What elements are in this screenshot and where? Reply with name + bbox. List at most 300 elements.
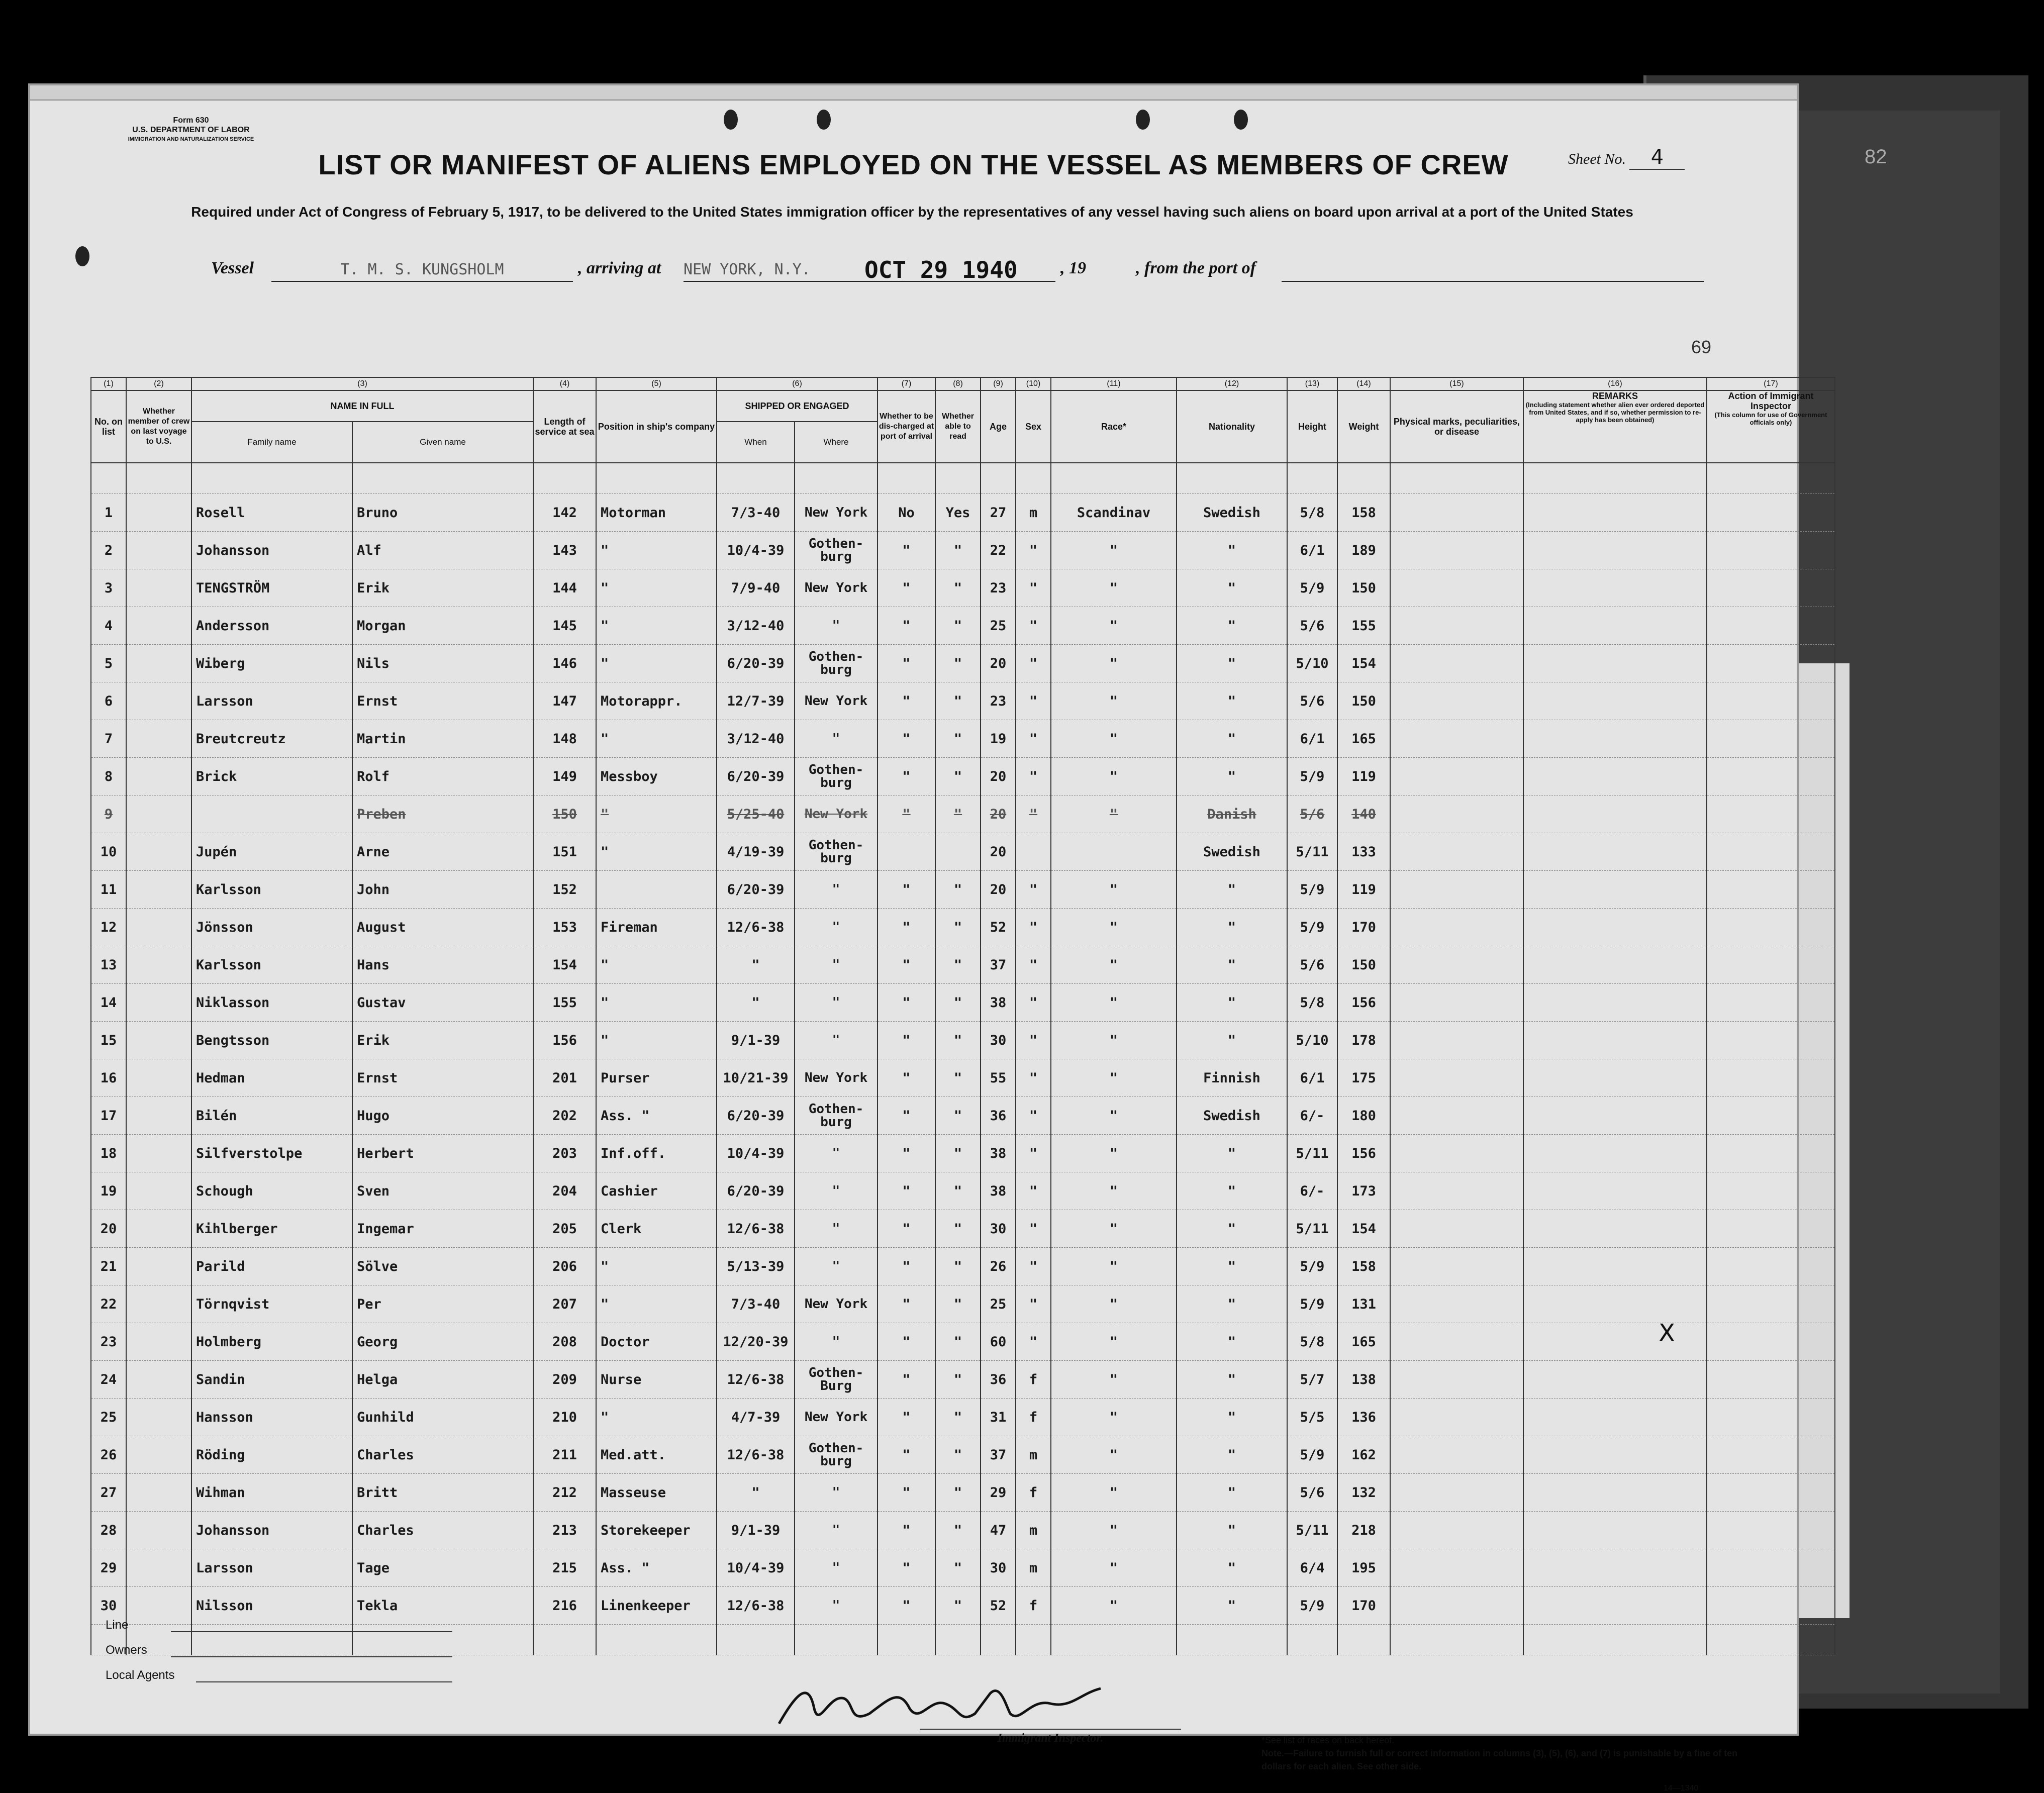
row-when: 10/21-39: [717, 1059, 795, 1097]
row-nationality: ": [1177, 1587, 1287, 1625]
row-action: [1707, 833, 1835, 871]
row-race: ": [1051, 1172, 1177, 1210]
header-height: Height: [1287, 390, 1337, 463]
row-age: 20: [981, 758, 1016, 795]
row-given-name: Britt: [352, 1474, 533, 1512]
row-physical: [1390, 1436, 1523, 1474]
row-remarks: [1523, 720, 1707, 758]
row-discharged: ": [878, 984, 935, 1022]
row-position: Messboy: [596, 758, 717, 795]
row-weight: 189: [1337, 532, 1390, 569]
row-able-read: ": [935, 1059, 981, 1097]
row-position: Ass. ": [596, 1097, 717, 1135]
row-age: 60: [981, 1323, 1016, 1361]
row-family-name: Larsson: [191, 682, 352, 720]
row-physical: [1390, 569, 1523, 607]
row-weight: 195: [1337, 1549, 1390, 1587]
from-port-label: , from the port of: [1136, 259, 1256, 277]
row-where: New York: [795, 795, 878, 833]
row-nationality: ": [1177, 682, 1287, 720]
year-label: , 19: [1060, 259, 1086, 277]
row-family-name: Karlsson: [191, 946, 352, 984]
row-no: 30: [91, 1587, 126, 1625]
row-nationality: ": [1177, 909, 1287, 946]
row-given-name: Ernst: [352, 1059, 533, 1097]
row-race: ": [1051, 1436, 1177, 1474]
row-discharged: ": [878, 1285, 935, 1323]
row-member: [126, 494, 191, 532]
row-where: ": [795, 1248, 878, 1285]
row-able-read: ": [935, 795, 981, 833]
row-when: 12/6-38: [717, 909, 795, 946]
row-action: [1707, 946, 1835, 984]
row-sex: ": [1016, 1285, 1051, 1323]
row-no: 26: [91, 1436, 126, 1474]
row-sex: ": [1016, 1172, 1051, 1210]
row-given-name: Morgan: [352, 607, 533, 645]
row-member: [126, 909, 191, 946]
row-physical: [1390, 909, 1523, 946]
remarks-title: REMARKS: [1592, 391, 1638, 401]
row-when: 6/20-39: [717, 645, 795, 682]
row-remarks: [1523, 1436, 1707, 1474]
row-when: 9/1-39: [717, 1512, 795, 1549]
row-position: [596, 871, 717, 909]
row-race: ": [1051, 946, 1177, 984]
row-family-name: Johansson: [191, 1512, 352, 1549]
row-able-read: ": [935, 946, 981, 984]
row-length-service: 145: [533, 607, 596, 645]
row-physical: [1390, 1248, 1523, 1285]
row-age: 47: [981, 1512, 1016, 1549]
row-weight: 150: [1337, 682, 1390, 720]
row-action: [1707, 871, 1835, 909]
row-position: Doctor: [596, 1323, 717, 1361]
row-age: 37: [981, 1436, 1016, 1474]
service-name: IMMIGRATION AND NATURALIZATION SERVICE: [128, 136, 254, 142]
row-where: ": [795, 1587, 878, 1625]
row-member: [126, 1248, 191, 1285]
inspector-label: Immigrant Inspector.: [920, 1729, 1181, 1745]
row-able-read: ": [935, 569, 981, 607]
row-age: 19: [981, 720, 1016, 758]
row-height: 5/8: [1287, 1323, 1337, 1361]
row-height: 5/6: [1287, 607, 1337, 645]
row-able-read: ": [935, 758, 981, 795]
row-when: 10/4-39: [717, 1549, 795, 1587]
row-remarks: [1523, 984, 1707, 1022]
row-age: 55: [981, 1059, 1016, 1097]
row-physical: [1390, 758, 1523, 795]
row-sex: ": [1016, 1097, 1051, 1135]
row-position: ": [596, 532, 717, 569]
row-length-service: 205: [533, 1210, 596, 1248]
row-length-service: 151: [533, 833, 596, 871]
row-when: 12/6-38: [717, 1587, 795, 1625]
header-discharged: Whether to be dis-charged at port of arrival: [878, 390, 935, 463]
row-member: [126, 1210, 191, 1248]
row-member: [126, 607, 191, 645]
row-discharged: ": [878, 1059, 935, 1097]
row-where: Gothen-burg: [795, 1436, 878, 1474]
row-discharged: ": [878, 1210, 935, 1248]
row-member: [126, 682, 191, 720]
row-position: Nurse: [596, 1361, 717, 1399]
row-age: 20: [981, 645, 1016, 682]
row-able-read: ": [935, 1587, 981, 1625]
row-when: 7/3-40: [717, 494, 795, 532]
row-action: [1707, 532, 1835, 569]
row-nationality: Swedish: [1177, 1097, 1287, 1135]
row-race: ": [1051, 1210, 1177, 1248]
row-physical: [1390, 1323, 1523, 1361]
row-sex: ": [1016, 795, 1051, 833]
row-height: 5/10: [1287, 645, 1337, 682]
row-able-read: ": [935, 1512, 981, 1549]
row-position: ": [596, 645, 717, 682]
row-discharged: ": [878, 532, 935, 569]
row-race: ": [1051, 1323, 1177, 1361]
row-where: ": [795, 946, 878, 984]
row-family-name: Nilsson: [191, 1587, 352, 1625]
row-length-service: 211: [533, 1436, 596, 1474]
table-row: [91, 1172, 1835, 1210]
row-position: Storekeeper: [596, 1512, 717, 1549]
row-able-read: ": [935, 720, 981, 758]
row-age: 20: [981, 833, 1016, 871]
row-sex: ": [1016, 946, 1051, 984]
row-able-read: ": [935, 645, 981, 682]
row-when: 12/6-38: [717, 1210, 795, 1248]
row-remarks: [1523, 1399, 1707, 1436]
col-num-13: (13): [1287, 377, 1337, 390]
row-no: 24: [91, 1361, 126, 1399]
row-where: New York: [795, 682, 878, 720]
row-family-name: Brick: [191, 758, 352, 795]
row-weight: 133: [1337, 833, 1390, 871]
row-height: 6/1: [1287, 532, 1337, 569]
col-num-10: (10): [1016, 377, 1051, 390]
table-row: [91, 1512, 1835, 1549]
row-family-name: Niklasson: [191, 984, 352, 1022]
row-discharged: ": [878, 1135, 935, 1172]
row-length-service: 208: [533, 1323, 596, 1361]
row-action: [1707, 494, 1835, 532]
row-length-service: 206: [533, 1248, 596, 1285]
row-family-name: TENGSTRÖM: [191, 569, 352, 607]
row-length-service: 156: [533, 1022, 596, 1059]
row-nationality: ": [1177, 1474, 1287, 1512]
footer-notes: [1261, 1734, 1764, 1773]
row-member: [126, 758, 191, 795]
row-member: [126, 1097, 191, 1135]
action-title: Action of Immigrant Inspector: [1728, 391, 1814, 411]
row-physical: [1390, 833, 1523, 871]
row-member: [126, 1059, 191, 1097]
row-nationality: ": [1177, 720, 1287, 758]
row-given-name: Sölve: [352, 1248, 533, 1285]
row-remarks: [1523, 1474, 1707, 1512]
row-physical: [1390, 494, 1523, 532]
line-label: Line: [106, 1618, 129, 1632]
row-length-service: 143: [533, 532, 596, 569]
row-weight: 162: [1337, 1436, 1390, 1474]
local-agents-rule: [196, 1680, 452, 1682]
row-able-read: ": [935, 984, 981, 1022]
col-num-12: (12): [1177, 377, 1287, 390]
row-where: ": [795, 1323, 878, 1361]
row-age: 38: [981, 1172, 1016, 1210]
row-sex: m: [1016, 1436, 1051, 1474]
page-title: LIST OR MANIFEST OF ALIENS EMPLOYED ON THE VESSEL AS MEMBERS OF CREW: [318, 149, 1509, 180]
row-age: 30: [981, 1549, 1016, 1587]
page-number: 82: [1865, 146, 1887, 168]
row-age: 38: [981, 1135, 1016, 1172]
row-action: [1707, 795, 1835, 833]
row-position: Motorappr.: [596, 682, 717, 720]
table-row: [91, 758, 1835, 795]
row-member: [126, 984, 191, 1022]
department-name: U.S. DEPARTMENT OF LABOR: [132, 126, 250, 134]
table-row: [91, 909, 1835, 946]
row-family-name: Schough: [191, 1172, 352, 1210]
row-when: 4/7-39: [717, 1399, 795, 1436]
row-nationality: ": [1177, 1285, 1287, 1323]
row-age: 31: [981, 1399, 1016, 1436]
row-given-name: Erik: [352, 569, 533, 607]
row-when: 10/4-39: [717, 532, 795, 569]
row-when: 9/1-39: [717, 1022, 795, 1059]
row-weight: 138: [1337, 1361, 1390, 1399]
header-sex: Sex: [1016, 390, 1051, 463]
row-remarks: [1523, 1323, 1707, 1361]
row-family-name: Wihman: [191, 1474, 352, 1512]
row-remarks: [1523, 1059, 1707, 1097]
row-physical: [1390, 645, 1523, 682]
row-physical: [1390, 607, 1523, 645]
table-row: [91, 1361, 1835, 1399]
row-given-name: Gunhild: [352, 1399, 533, 1436]
row-when: 5/25-40: [717, 795, 795, 833]
row-action: [1707, 1097, 1835, 1135]
row-weight: 131: [1337, 1285, 1390, 1323]
row-able-read: ": [935, 1172, 981, 1210]
row-age: 37: [981, 946, 1016, 984]
row-no: 10: [91, 833, 126, 871]
arriving-label: , arriving at: [578, 259, 661, 277]
row-given-name: Georg: [352, 1323, 533, 1361]
row-nationality: ": [1177, 1210, 1287, 1248]
row-able-read: ": [935, 1097, 981, 1135]
row-sex: m: [1016, 494, 1051, 532]
row-family-name: Wiberg: [191, 645, 352, 682]
row-action: [1707, 1549, 1835, 1587]
row-action: [1707, 758, 1835, 795]
row-height: 5/9: [1287, 569, 1337, 607]
row-when: ": [717, 946, 795, 984]
row-remarks: [1523, 569, 1707, 607]
row-where: Gothen-burg: [795, 833, 878, 871]
row-family-name: Sandin: [191, 1361, 352, 1399]
table-row: [91, 1022, 1835, 1059]
row-height: 5/5: [1287, 1399, 1337, 1436]
table-row: [91, 871, 1835, 909]
row-remarks: [1523, 682, 1707, 720]
row-family-name: Parild: [191, 1248, 352, 1285]
row-no: 13: [91, 946, 126, 984]
table-row: [91, 1248, 1835, 1285]
row-no: 25: [91, 1399, 126, 1436]
row-weight: 119: [1337, 871, 1390, 909]
row-remarks: [1523, 946, 1707, 984]
from-port-value: [1282, 259, 1704, 282]
row-physical: [1390, 795, 1523, 833]
header-weight: Weight: [1337, 390, 1390, 463]
row-where: ": [795, 871, 878, 909]
row-when: 12/6-38: [717, 1436, 795, 1474]
vessel-line: [211, 256, 1719, 284]
row-action: [1707, 984, 1835, 1022]
row-where: ": [795, 1210, 878, 1248]
row-remarks: [1523, 758, 1707, 795]
row-sex: [1016, 833, 1051, 871]
row-member: [126, 1361, 191, 1399]
row-weight: 165: [1337, 1323, 1390, 1361]
row-where: ": [795, 1512, 878, 1549]
row-height: 5/6: [1287, 795, 1337, 833]
col-num-17: (17): [1707, 377, 1835, 390]
row-remarks: [1523, 1135, 1707, 1172]
row-when: 12/20-39: [717, 1323, 795, 1361]
row-able-read: ": [935, 1323, 981, 1361]
table-row: [91, 795, 1835, 833]
row-position: ": [596, 1399, 717, 1436]
row-where: ": [795, 984, 878, 1022]
header-able-read: Whether able to read: [935, 390, 981, 463]
row-height: 5/9: [1287, 909, 1337, 946]
row-when: 4/19-39: [717, 833, 795, 871]
row-where: ": [795, 720, 878, 758]
row-given-name: Sven: [352, 1172, 533, 1210]
row-discharged: ": [878, 1587, 935, 1625]
row-action: [1707, 1022, 1835, 1059]
row-weight: 154: [1337, 1210, 1390, 1248]
header-no-on-list: No. on list: [91, 390, 126, 463]
row-action: [1707, 607, 1835, 645]
line-rule: [171, 1630, 452, 1632]
row-no: 9: [91, 795, 126, 833]
table-row: [91, 1059, 1835, 1097]
table-row: [91, 645, 1835, 682]
manifest-body: [91, 463, 1835, 1655]
row-family-name: Holmberg: [191, 1323, 352, 1361]
row-length-service: 203: [533, 1135, 596, 1172]
row-length-service: 146: [533, 645, 596, 682]
row-physical: [1390, 532, 1523, 569]
row-remarks: [1523, 1022, 1707, 1059]
row-action: [1707, 1399, 1835, 1436]
row-remarks: [1523, 1248, 1707, 1285]
row-race: ": [1051, 720, 1177, 758]
row-no: 23: [91, 1323, 126, 1361]
col-num-15: (15): [1390, 377, 1523, 390]
punch-hole: [1234, 110, 1248, 130]
form-number: Form 630: [173, 116, 209, 125]
row-race: Scandinav: [1051, 494, 1177, 532]
row-sex: ": [1016, 1135, 1051, 1172]
row-able-read: ": [935, 1399, 981, 1436]
row-when: 6/20-39: [717, 1097, 795, 1135]
row-race: ": [1051, 1512, 1177, 1549]
row-given-name: Tage: [352, 1549, 533, 1587]
row-family-name: Andersson: [191, 607, 352, 645]
row-race: ": [1051, 1399, 1177, 1436]
row-height: 5/6: [1287, 682, 1337, 720]
row-family-name: Bilén: [191, 1097, 352, 1135]
row-where: Gothen-burg: [795, 532, 878, 569]
row-height: 5/11: [1287, 1512, 1337, 1549]
row-where: New York: [795, 1399, 878, 1436]
row-race: ": [1051, 1135, 1177, 1172]
row-no: 22: [91, 1285, 126, 1323]
row-given-name: Martin: [352, 720, 533, 758]
row-member: [126, 645, 191, 682]
row-position: ": [596, 569, 717, 607]
row-nationality: ": [1177, 984, 1287, 1022]
row-nationality: ": [1177, 1512, 1287, 1549]
table-row: [91, 1549, 1835, 1587]
row-when: ": [717, 1474, 795, 1512]
row-where: Gothen-Burg: [795, 1361, 878, 1399]
row-weight: 132: [1337, 1474, 1390, 1512]
row-age: 23: [981, 682, 1016, 720]
row-position: Masseuse: [596, 1474, 717, 1512]
row-nationality: ": [1177, 645, 1287, 682]
row-able-read: ": [935, 682, 981, 720]
row-able-read: ": [935, 871, 981, 909]
row-able-read: ": [935, 607, 981, 645]
row-position: ": [596, 1285, 717, 1323]
row-able-read: ": [935, 1549, 981, 1587]
row-position: ": [596, 946, 717, 984]
row-height: 5/11: [1287, 1210, 1337, 1248]
row-race: ": [1051, 569, 1177, 607]
arrival-date: OCT 29 1940: [864, 256, 1018, 283]
row-age: 23: [981, 569, 1016, 607]
inspector-signature: [769, 1678, 1121, 1734]
row-length-service: 202: [533, 1097, 596, 1135]
row-member: [126, 1323, 191, 1361]
row-given-name: August: [352, 909, 533, 946]
row-weight: 178: [1337, 1022, 1390, 1059]
row-height: 5/11: [1287, 1135, 1337, 1172]
col-num-3: (3): [191, 377, 533, 390]
row-physical: [1390, 1097, 1523, 1135]
row-nationality: Swedish: [1177, 494, 1287, 532]
row-weight: 154: [1337, 645, 1390, 682]
row-when: 7/9-40: [717, 569, 795, 607]
row-member: [126, 1399, 191, 1436]
table-row: [91, 682, 1835, 720]
row-sex: ": [1016, 682, 1051, 720]
row-nationality: ": [1177, 871, 1287, 909]
row-member: [126, 569, 191, 607]
row-member: [126, 946, 191, 984]
row-sex: ": [1016, 607, 1051, 645]
manifest-page: [30, 85, 1827, 1792]
row-height: 5/8: [1287, 494, 1337, 532]
row-length-service: 147: [533, 682, 596, 720]
